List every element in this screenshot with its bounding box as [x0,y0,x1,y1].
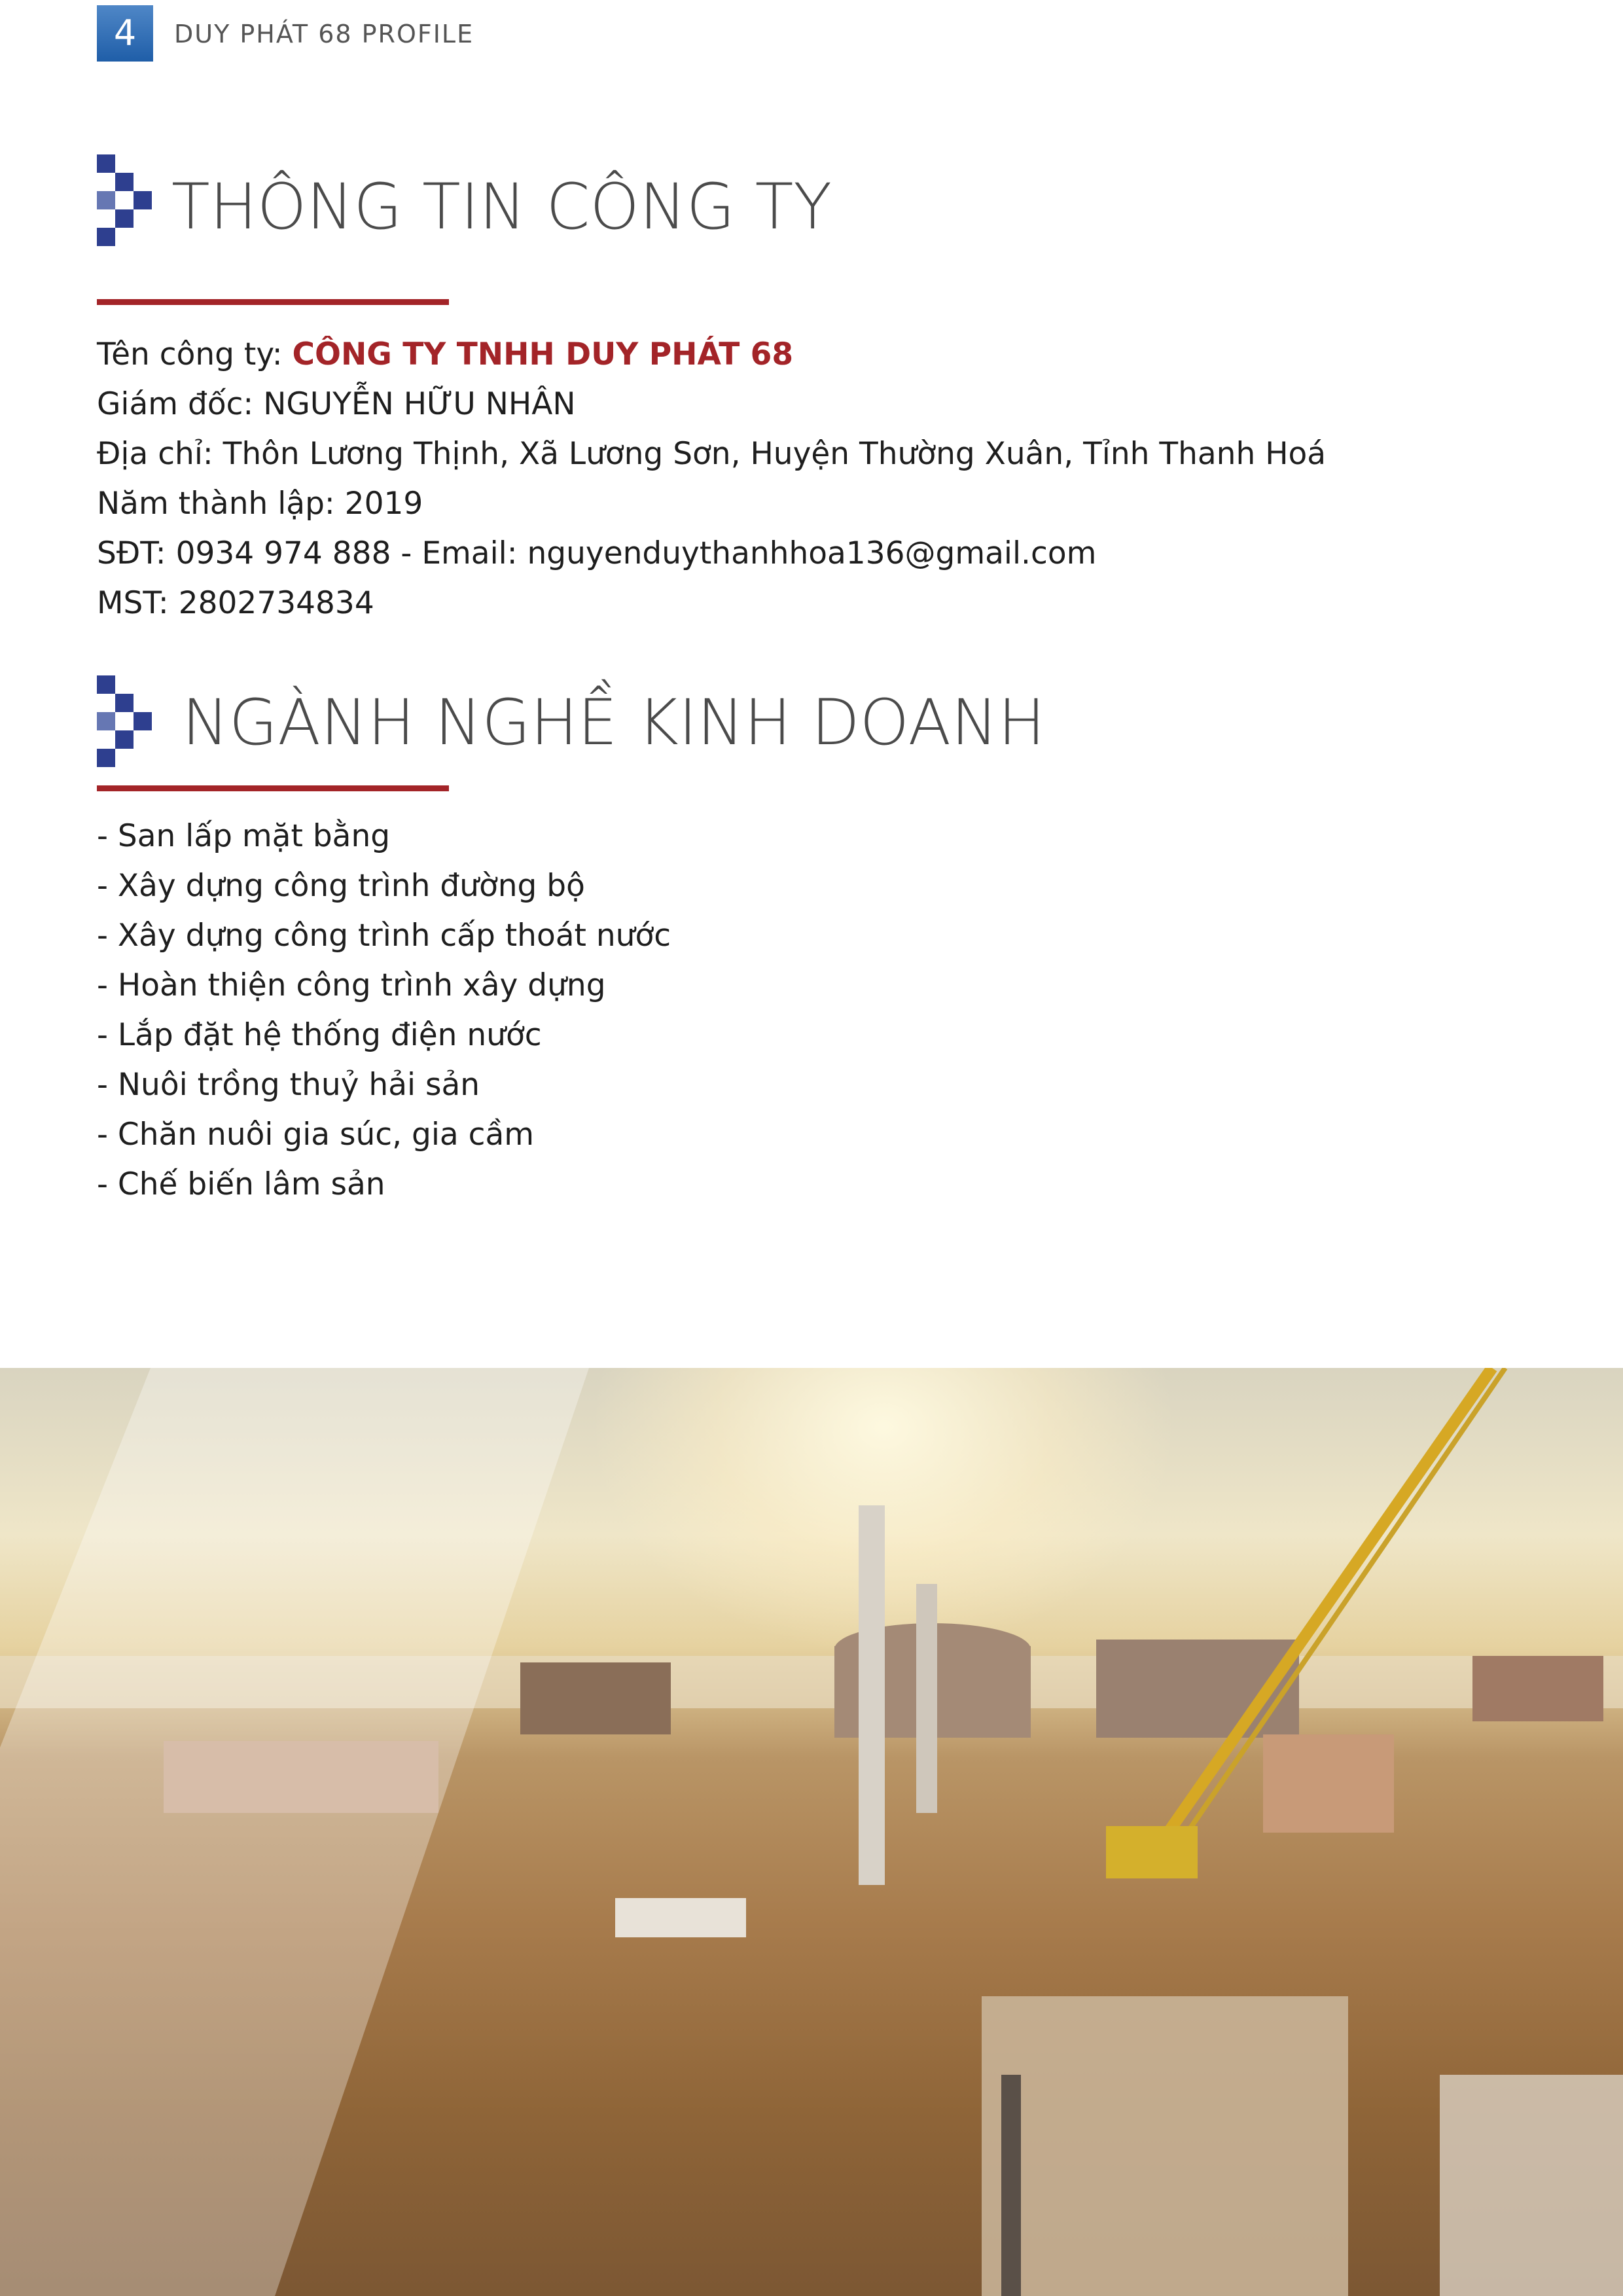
list-item: - Xây dựng công trình đường bộ [97,868,585,904]
section-title-business-lines: NGÀNH NGHỀ KINH DOANH [182,686,1046,759]
section-title-company-info: THÔNG TIN CÔNG TY [171,170,832,243]
section-divider [97,299,449,305]
list-item: - Lắp đặt hệ thống điện nước [97,1017,542,1053]
list-item: - San lấp mặt bằng [97,818,391,854]
company-name-label: Tên công ty: [97,336,293,372]
address-line: Địa chỉ: Thôn Lương Thịnh, Xã Lương Sơn, Huyện Thường Xuân, Tỉnh Thanh Hoá [97,436,1327,472]
page-number-badge: 4 [97,5,153,62]
tax-code-line: MST: 2802734834 [97,585,374,621]
section-marker-icon [97,675,152,767]
section-divider [97,785,449,791]
director-line: Giám đốc: NGUYỄN HỮU NHÂN [97,386,576,422]
contact-line: SĐT: 0934 974 888 - Email: nguyenduythanhhoa136@gmail.com [97,535,1097,571]
list-item: - Nuôi trồng thuỷ hải sản [97,1067,480,1103]
list-item: - Chăn nuôi gia súc, gia cầm [97,1117,535,1153]
company-name-line [97,335,793,374]
company-name-value: CÔNG TY TNHH DUY PHÁT 68 [292,336,794,372]
list-item: - Chế biến lâm sản [97,1166,385,1202]
document-title: DUY PHÁT 68 PROFILE [174,20,474,48]
section-marker-icon [97,154,152,246]
list-item: - Hoàn thiện công trình xây dựng [97,967,606,1003]
list-item: - Xây dựng công trình cấp thoát nước [97,918,671,954]
founded-line: Năm thành lập: 2019 [97,486,423,522]
construction-site-photo [0,1368,1623,2296]
